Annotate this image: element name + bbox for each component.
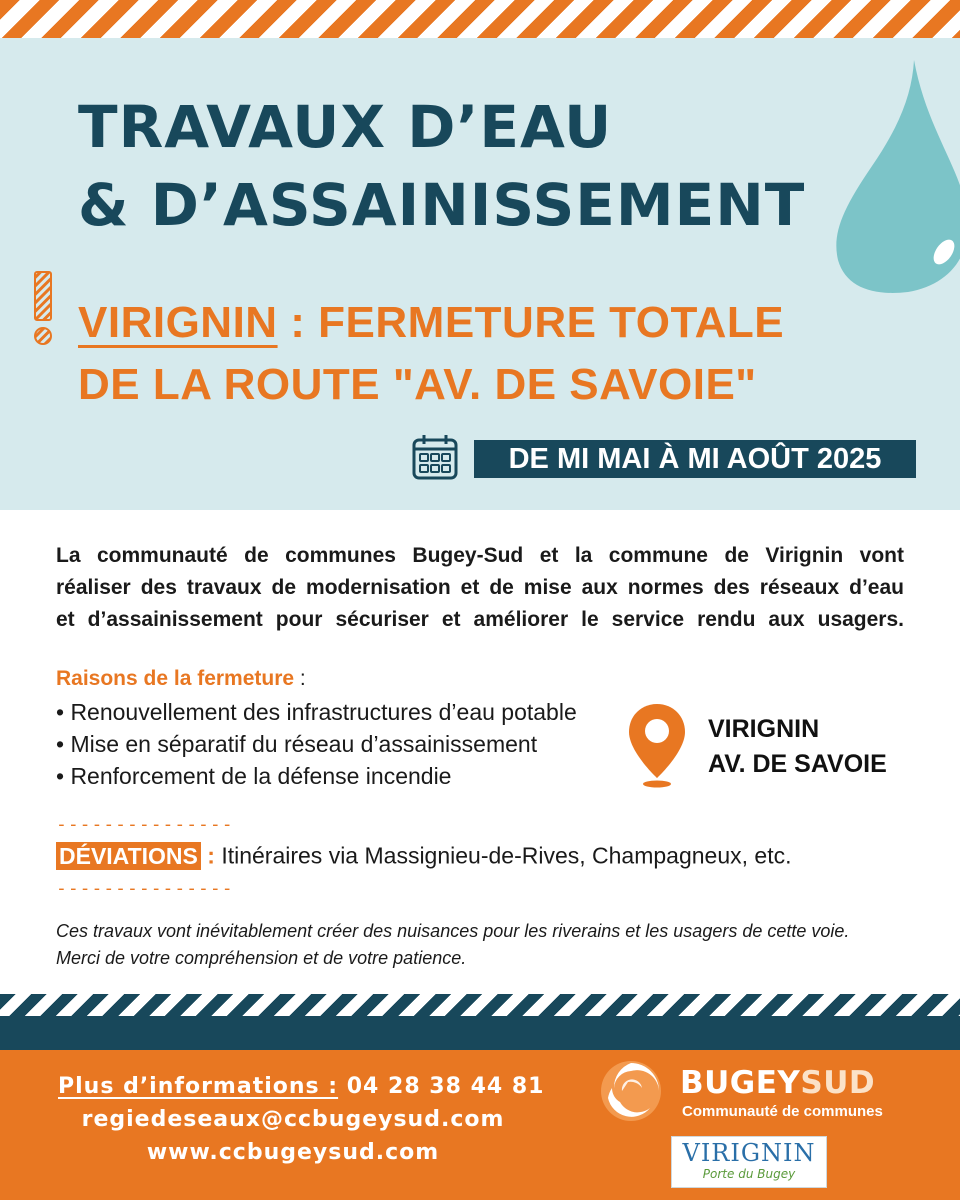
intro-line: La communauté de communes Bugey-Sud et la commune de Virignin vont: [56, 544, 904, 567]
title-line-2: & D’ASSAINISSEMENT: [78, 171, 806, 239]
brand-subtitle: Communauté de communes: [682, 1103, 883, 1120]
navy-band: [0, 1016, 960, 1050]
partner-tagline: Porte du Bugey: [702, 1167, 796, 1181]
closure-subtitle: [78, 292, 784, 416]
reasons-list: [56, 696, 577, 792]
reasons-label: Raisons de la fermeture: [56, 667, 295, 690]
list-item: • Mise en séparatif du réseau d’assainissement: [56, 731, 538, 757]
deviations-row: [56, 842, 791, 872]
dashed-divider: ---------------: [56, 878, 234, 899]
phone-number[interactable]: 04 28 38 44 81: [338, 1074, 545, 1099]
title-line-1: TRAVAUX D’EAU: [78, 93, 613, 161]
bugeysud-swirl-icon: [598, 1058, 664, 1124]
subtitle-line-2: DE LA ROUTE "AV. DE SAVOIE": [78, 360, 757, 409]
subtitle-rest: : FERMETURE TOTALE: [277, 298, 785, 347]
list-item: • Renouvellement des infrastructures d’eau potable: [56, 699, 577, 725]
intro-paragraph: [56, 540, 904, 636]
brand-part-2: SUD: [800, 1065, 876, 1101]
hazard-stripe-top: [0, 0, 960, 38]
info-label: Plus d’informations :: [58, 1074, 339, 1099]
reasons-heading: [56, 664, 306, 694]
intro-line: et d’assainissement pour sécuriser et améliorer le service rendu aux usagers.: [56, 608, 904, 631]
brand-name: [680, 1064, 875, 1102]
contact-block: [58, 1070, 545, 1169]
hazard-stripe-bottom: [0, 994, 960, 1016]
map-pin-icon: [626, 702, 688, 788]
deviations-colon: :: [200, 842, 215, 869]
water-drop-icon: [828, 56, 960, 296]
website-link[interactable]: www.ccbugeysud.com: [146, 1140, 440, 1165]
partner-name: VIRIGNIN: [682, 1139, 816, 1167]
dashed-divider: ---------------: [56, 814, 234, 835]
page-title: [78, 88, 805, 244]
note-line: Ces travaux vont inévitablement créer des nuisances pour les riverains et les usagers de cette voie.: [56, 921, 850, 941]
calendar-icon: [412, 434, 458, 480]
reasons-colon: :: [294, 667, 306, 690]
exclamation-icon: [32, 270, 54, 348]
location-label: [708, 712, 887, 782]
subtitle-city: VIRIGNIN: [78, 298, 278, 347]
brand-part-1: BUGEY: [680, 1065, 801, 1101]
list-item: • Renforcement de la défense incendie: [56, 763, 452, 789]
virignin-logo: [671, 1136, 827, 1188]
deviations-label: DÉVIATIONS: [56, 842, 201, 870]
location-line-2: AV. DE SAVOIE: [708, 750, 887, 778]
location-line-1: VIRIGNIN: [708, 715, 820, 743]
date-range-badge: DE MI MAI À MI AOÛT 2025: [474, 440, 916, 478]
intro-line: réaliser des travaux de modernisation et de mise aux normes des réseaux d’eau: [56, 576, 904, 599]
email-link[interactable]: regiedeseaux@ccbugeysud.com: [81, 1107, 505, 1132]
note-line: Merci de votre compréhension et de votre patience.: [56, 948, 467, 968]
disclaimer-note: [56, 918, 849, 972]
deviations-text: Itinéraires via Massignieu-de-Rives, Champagneux, etc.: [214, 842, 792, 869]
